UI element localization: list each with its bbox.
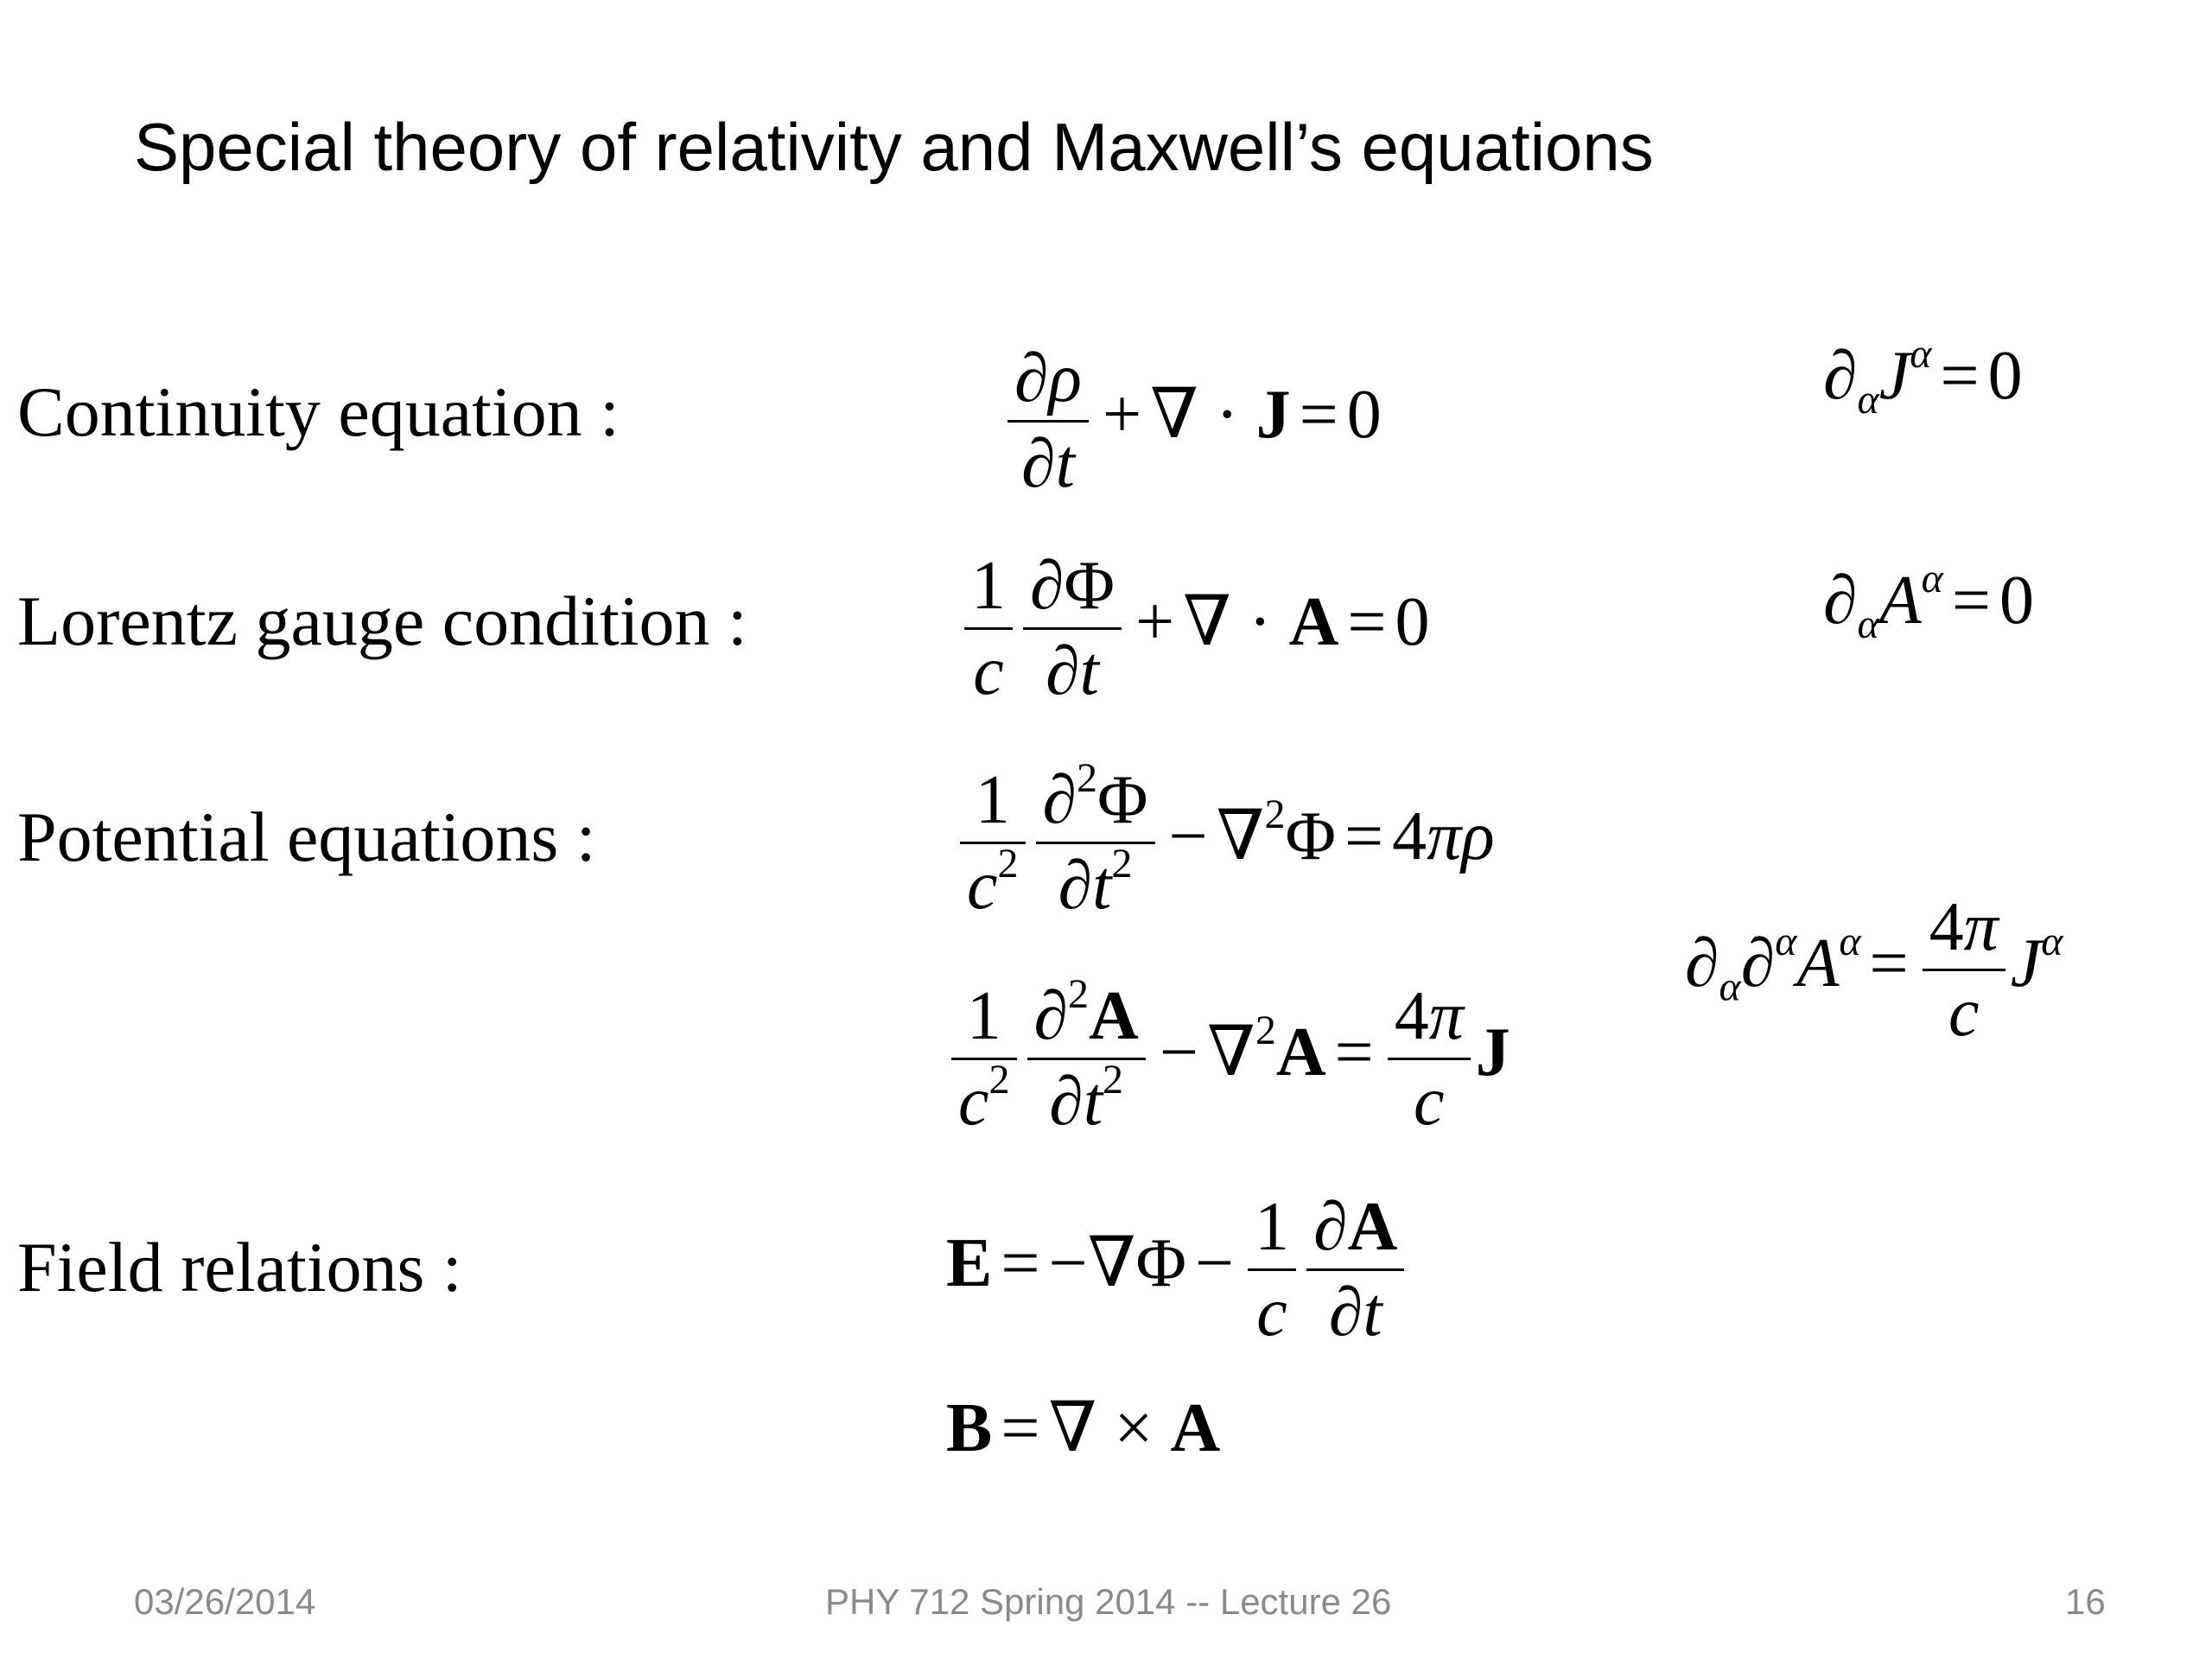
label-continuity-equation: Continuity equation : [17,372,620,451]
slide-title: Special theory of relativity and Maxwell’s equations [134,109,1654,185]
lorentz-gauge-covariant: $\partial_\alpha A^\alpha = 0$ [1823,556,2034,647]
label-field-relations: Field relations : [17,1228,462,1306]
field-relation-b: B = ∇ × A [946,1390,1221,1466]
lorentz-gauge-equation: $\frac{1}{c}$ $\frac{\partial\Phi}{\partial t}$ + ∇ · A = 0 [959,544,1430,713]
potential-equation-covariant: $\partial_\alpha\partial^\alpha A^\alpha$ = $\frac{4\pi}{c}$ $J^\alpha$ [1685,886,2063,1054]
footer-date: 03/26/2014 [134,1581,316,1622]
label-lorentz-gauge-condition: Lorentz gauge condition : [17,582,747,660]
continuity-equation-covariant: $\partial_\alpha J^\alpha = 0$ [1823,331,2023,423]
label-potential-equations: Potential equations : [17,798,596,876]
continuity-equation: $\frac{\partial\rho}{\partial t}$ + ∇ · J = 0 [1002,337,1382,505]
footer-course: PHY 712 Spring 2014 -- Lecture 26 [825,1581,1392,1622]
potential-equation-a: $\frac{1}{c^2}$ $\frac{\partial^2A}{\partial t^2}$ − ∇$^2$A = $\frac{4\pi}{c}$ J [946,975,1510,1143]
footer-page-number: 16 [2065,1581,2106,1622]
field-relation-e: E = −∇Φ − $\frac{1}{c}$ $\frac{\partial A}{\partial t}$ [946,1185,1409,1354]
potential-equation-phi: $\frac{1}{c^2}$ $\frac{\partial^2\Phi}{\partial t^2}$ − ∇$^2$Φ = 4πρ [955,759,1495,927]
